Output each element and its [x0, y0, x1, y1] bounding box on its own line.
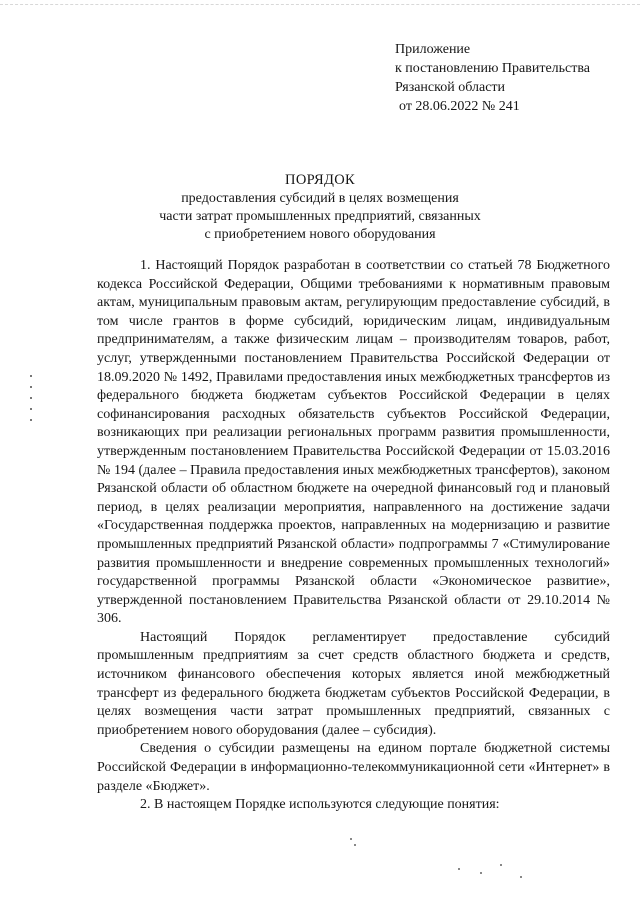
- approval-line-3: Рязанской области: [395, 80, 506, 95]
- document-subtitle: [100, 190, 540, 244]
- document-body: [97, 257, 610, 815]
- paragraph-3: Сведения о субсидии размещены на едином портале бюджетной системы Российской Федерации в информационно-телекоммуникационной сети «Интернет» в разделе «Бюджет».: [97, 741, 610, 794]
- approval-date: от 28.06.2022 № 241: [399, 99, 520, 114]
- paragraph-2: Настоящий Порядок регламентирует предоставление субсидий промышленным предприятиям за счет средств областного бюджета и средств, источником финансового обеспечения которых является иной межбюджетный трансферт из федерального бюджета бюджетам субъектов Российской Федерации, в целях возмещения части затрат промышленных предприятий, связанных с приобретением нового оборудования (далее – субсидия).: [97, 629, 610, 738]
- scan-noise-marks: [330, 820, 560, 890]
- approval-line-2: к постановлению Правительства: [395, 61, 591, 76]
- document-title: ПОРЯДОК: [285, 172, 355, 188]
- margin-scan-marks: [30, 375, 36, 430]
- approval-line-1: Приложение: [395, 42, 471, 57]
- subtitle-line-3: с приобретением нового оборудования: [204, 227, 436, 242]
- subtitle-line-1: предоставления субсидий в целях возмещения: [181, 191, 459, 206]
- paragraph-4: 2. В настоящем Порядке используются следующие понятия:: [140, 797, 500, 813]
- subtitle-line-2: части затрат промышленных предприятий, связанных: [159, 209, 481, 224]
- scan-top-edge: [0, 4, 640, 7]
- paragraph-1: 1. Настоящий Порядок разработан в соответствии со статьей 78 Бюджетного кодекса Российской Федерации, Общими требованиями к нормативным правовым актам, муниципальным правовым актам, регулирующим предоставление субсидий, в том числе грантов в форме субсидий, юридическим лицам, индивидуальным предпринимателям, а также физическим лицам – производителям товаров, работ, услуг, утвержденными постановлением Правительства Российской Федерации от 18.09.2020 № 1492, Правилами предоставления иных межбюджетных трансфертов из федерального бюджета бюджетам субъектов Российской Федерации в целях софинансирования расходных обязательств субъектов Российской Федерации, возникающих при реализации региональных программ развития промышленности, утвержденным постановлением Правительства Российской Федерации от 15.03.2016 № 194 (далее – Правила предоставления иных межбюджетных трансфертов), законом Рязанской области об областном бюджете на очередной финансовый год и плановый период, в целях реализации мероприятия, направленного на достижение задачи «Государственная поддержка проектов, направленных на модернизацию и развитие промышленных предприятий Рязанской области» подпрограммы 7 «Стимулирование развития промышленности и внедрение современных промышленных технологий» государственной программы Рязанской области «Экономическое развитие», утвержденной постановлением Правительства Рязанской области от 29.10.2014 № 306.: [97, 258, 610, 627]
- approval-block: [395, 40, 635, 116]
